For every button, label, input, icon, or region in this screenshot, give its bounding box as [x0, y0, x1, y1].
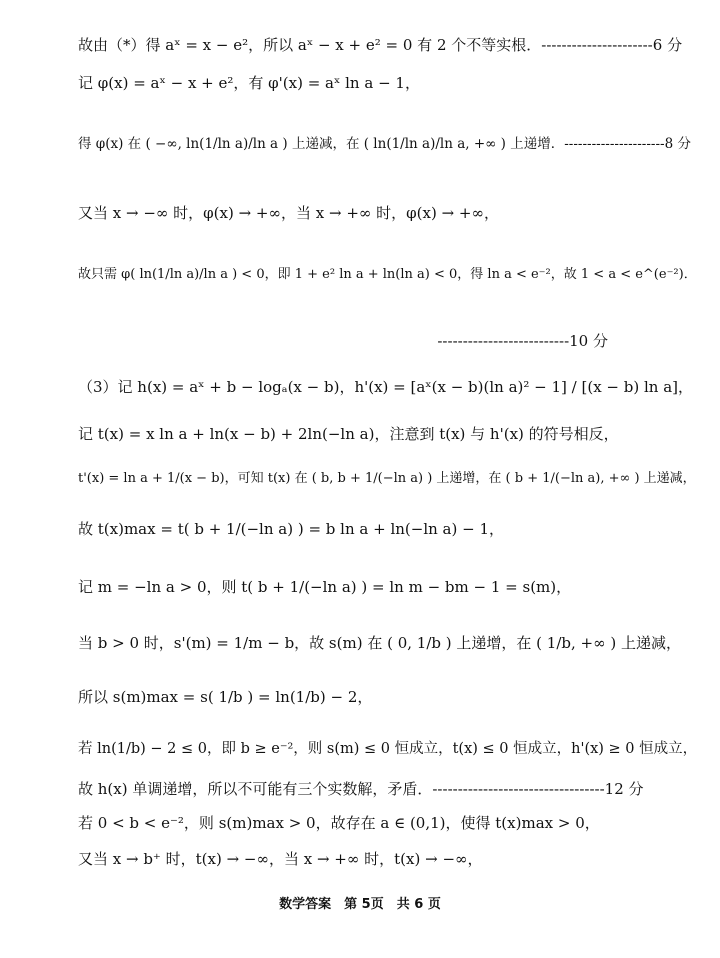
page-footer: 数学答案 第 5页 共 6 页 — [279, 897, 441, 912]
solution-line-4: 又当 x → −∞ 时，φ(x) → +∞，当 x → +∞ 时，φ(x) → +∞， — [78, 204, 499, 222]
solution-line-5: 故只需 φ( ln(1/ln a)/ln a ) < 0，即 1 + e² ln a + ln(ln a) < 0，得 ln a < e⁻²，故 1 < a < e^(e⁻²)． — [78, 267, 697, 282]
solution-line-11: 记 m = −ln a > 0，则 t( b + 1/(−ln a) ) = ln m − bm − 1 = s(m)， — [78, 578, 572, 596]
solution-line-16: 若 0 < b < e⁻²，则 s(m)max > 0，故存在 a ∈ (0,1)，使得 t(x)max > 0， — [78, 814, 600, 832]
solution-line-1: 故由（*）得 aˣ = x − e²，所以 aˣ − x + e² = 0 有 2 个不等实根．----------------------6 分 — [78, 36, 683, 54]
solution-line-9: t'(x) = ln a + 1/(x − b)，可知 t(x) 在 ( b, b + 1/(−ln a) ) 上递增，在 ( b + 1/(−ln a), +∞ ) 上递减， — [78, 471, 696, 486]
solution-line-15: 故 h(x) 单调递增，所以不可能有三个实数解，矛盾．----------------------------------12 分 — [78, 780, 644, 798]
solution-line-7: （3）记 h(x) = aˣ + b − logₐ(x − b)，h'(x) = [aˣ(x − b)(ln a)² − 1] / [(x − b) ln a]， — [78, 378, 694, 396]
solution-line-6: --------------------------10 分 — [437, 332, 608, 350]
solution-line-2: 记 φ(x) = aˣ − x + e²，有 φ'(x) = aˣ ln a − 1， — [78, 74, 420, 92]
solution-line-17: 又当 x → b⁺ 时，t(x) → −∞，当 x → +∞ 时，t(x) → −∞， — [78, 850, 483, 868]
solution-line-8: 记 t(x) = x ln a + ln(x − b) + 2ln(−ln a)，注意到 t(x) 与 h'(x) 的符号相反， — [78, 425, 619, 443]
solution-line-3: 得 φ(x) 在 ( −∞, ln(1/ln a)/ln a ) 上递减，在 ( ln(1/ln a)/ln a, +∞ ) 上递增．----------------------8 分 — [78, 136, 691, 152]
solution-line-13: 所以 s(m)max = s( 1/b ) = ln(1/b) − 2， — [78, 688, 373, 706]
solution-line-10: 故 t(x)max = t( b + 1/(−ln a) ) = b ln a + ln(−ln a) − 1， — [78, 520, 504, 538]
solution-line-12: 当 b > 0 时，s'(m) = 1/m − b，故 s(m) 在 ( 0, 1/b ) 上递增，在 ( 1/b, +∞ ) 上递减， — [78, 634, 681, 652]
solution-line-14: 若 ln(1/b) − 2 ≤ 0，即 b ≥ e⁻²，则 s(m) ≤ 0 恒成立，t(x) ≤ 0 恒成立，h'(x) ≥ 0 恒成立， — [78, 741, 698, 757]
